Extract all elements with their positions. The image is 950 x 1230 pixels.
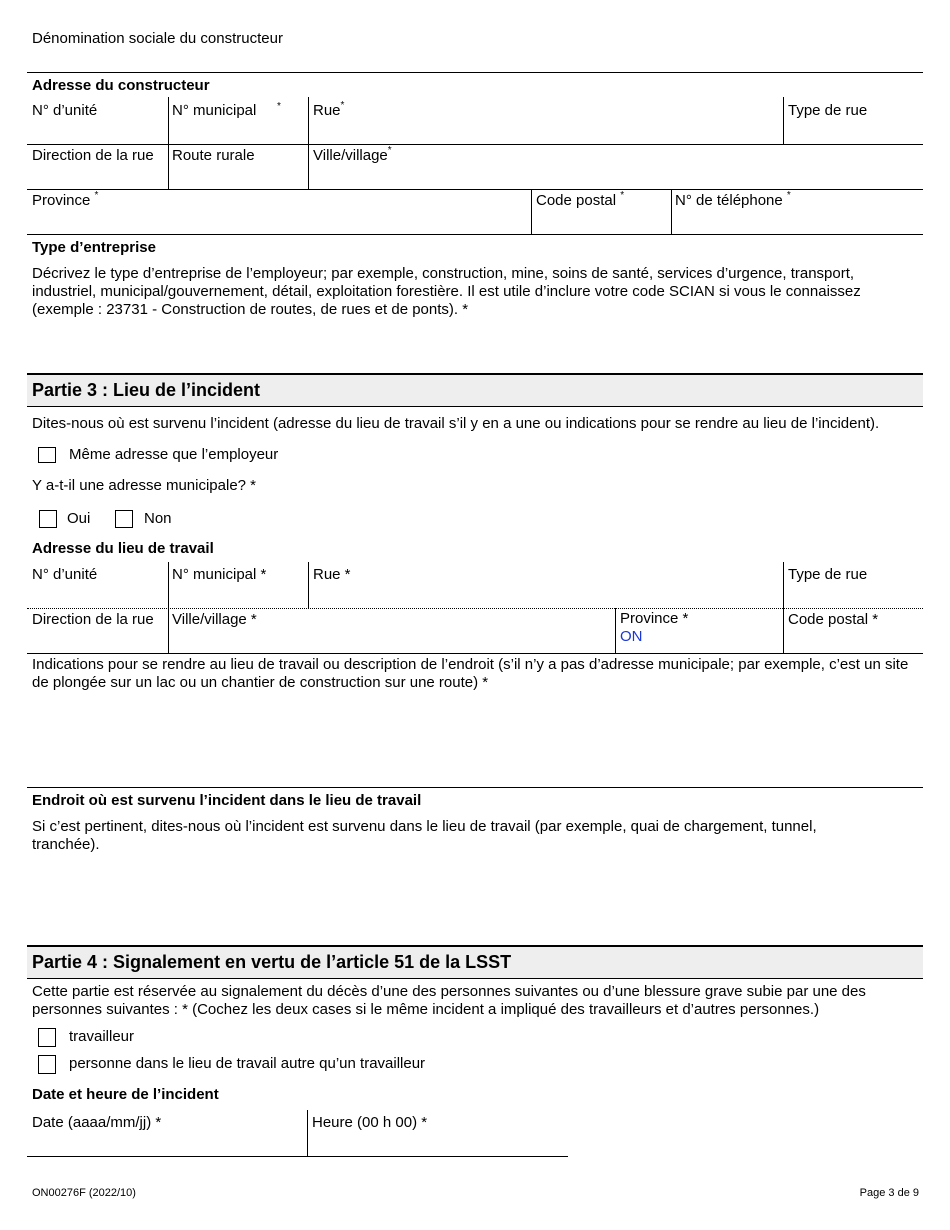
employer-municipal-field[interactable]: [168, 97, 308, 144]
employer-name-label: Dénomination sociale du constructeur: [32, 30, 283, 47]
divider: [671, 189, 672, 234]
incident-location-field[interactable]: Si c’est pertinent, dites-nous où l’incident est survenu dans le lieu de travail (par exemple, quai de chargement, tunnel, tranchée).: [32, 818, 817, 853]
workplace-directions-field[interactable]: Indications pour se rendre au lieu de travail ou description de l’endroit (s’il n’y a pas d’adresse municipale; par exemple, c’est un site de plongée sur un lac ou un chantier de construction sur une route) *: [32, 656, 909, 691]
employer-postal-label: Code postal *: [536, 190, 625, 209]
employer-street-field[interactable]: [308, 97, 783, 144]
part3-title: Partie 3 : Lieu de l’incident: [32, 380, 261, 400]
workplace-province-value: ON: [620, 628, 643, 645]
divider: [615, 608, 616, 653]
divider: [27, 787, 923, 788]
yes-checkbox[interactable]: [39, 510, 57, 528]
employer-municipal-label: N° municipal: [172, 102, 257, 119]
page-number: Page 3 de 9: [859, 1187, 919, 1199]
part3-intro: Dites-nous où est survenu l’incident (adresse du lieu de travail s’il y en a une ou indications pour se rendre au lieu de l’incident).: [32, 415, 880, 432]
divider: [27, 653, 923, 654]
incident-time-field[interactable]: [307, 1110, 568, 1156]
workplace-municipal-label: N° municipal *: [172, 566, 267, 583]
employer-postal-field[interactable]: [531, 189, 671, 234]
divider: [531, 189, 532, 234]
required-mark: *: [277, 101, 281, 112]
workplace-direction-label: Direction de la rue: [32, 611, 154, 628]
divider: [168, 97, 169, 189]
workplace-postal-field[interactable]: [783, 608, 923, 653]
divider: [27, 608, 923, 609]
divider: [27, 234, 923, 235]
workplace-province-field[interactable]: [615, 608, 783, 653]
same-address-checkbox[interactable]: [38, 447, 56, 463]
divider: [27, 189, 923, 190]
employer-street-type-field[interactable]: [783, 97, 923, 144]
incident-date-field[interactable]: [27, 1110, 307, 1156]
incident-location-heading: Endroit où est survenu l’incident dans le lieu de travail: [32, 792, 422, 809]
form-code: ON00276F (2022/10): [32, 1187, 136, 1199]
divider: [27, 1156, 568, 1157]
part4-title: Partie 4 : Signalement en vertu de l’article 51 de la LSST: [32, 952, 512, 972]
worker-label: travailleur: [69, 1028, 135, 1045]
incident-datetime-heading: Date et heure de l’incident: [32, 1086, 219, 1103]
part3-header: [27, 373, 923, 407]
divider: [27, 144, 923, 145]
workplace-province-label: Province *: [620, 610, 689, 627]
employer-province-label: Province *: [32, 190, 99, 209]
workplace-unit-label: N° d’unité: [32, 566, 98, 583]
workplace-street-field[interactable]: [308, 562, 783, 608]
incident-date-label: Date (aaaa/mm/jj) *: [32, 1114, 162, 1131]
employer-address-heading: Adresse du constructeur: [32, 77, 210, 94]
no-label: Non: [144, 510, 172, 527]
employer-city-field[interactable]: [308, 144, 923, 189]
divider: [27, 72, 923, 73]
employer-direction-field[interactable]: [27, 144, 168, 189]
divider: [783, 97, 784, 144]
yes-label: Oui: [67, 510, 91, 527]
municipal-question: Y a-t-il une adresse municipale? *: [32, 477, 257, 494]
workplace-city-field[interactable]: [168, 608, 615, 653]
workplace-postal-label: Code postal *: [788, 611, 879, 628]
employer-rural-route-field[interactable]: [168, 144, 308, 189]
employer-phone-label: N° de téléphone *: [675, 190, 791, 209]
workplace-city-label: Ville/village *: [172, 611, 257, 628]
worker-checkbox[interactable]: [38, 1028, 56, 1047]
workplace-direction-field[interactable]: [27, 608, 168, 653]
employer-direction-label: Direction de la rue: [32, 147, 154, 164]
workplace-municipal-field[interactable]: [168, 562, 308, 608]
workplace-street-type-field[interactable]: [783, 562, 923, 608]
part4-header: [27, 945, 923, 979]
employer-name-field[interactable]: [27, 26, 923, 72]
same-address-label: Même adresse que l’employeur: [69, 446, 279, 463]
no-checkbox[interactable]: [115, 510, 133, 528]
other-person-label: personne dans le lieu de travail autre qu’un travailleur: [69, 1055, 426, 1072]
employer-unit-label: N° d’unité: [32, 102, 98, 119]
part4-intro: Cette partie est réservée au signalement du décès d’une des personnes suivantes ou d’une blessure grave subie par une des personnes suivantes : * (Cochez les deux cases si le même incident a impliqué des travailleurs et d’autres personnes.): [32, 983, 866, 1018]
employer-rural-route-label: Route rurale: [172, 147, 255, 164]
workplace-street-type-label: Type de rue: [788, 566, 868, 583]
other-person-checkbox[interactable]: [38, 1055, 56, 1074]
employer-province-field[interactable]: [27, 189, 531, 234]
employer-street-label: Rue*: [313, 100, 345, 119]
divider: [308, 562, 309, 608]
employer-city-label: Ville/village*: [313, 145, 392, 164]
workplace-unit-field[interactable]: [27, 562, 168, 608]
employer-unit-field[interactable]: [27, 97, 168, 144]
business-type-field[interactable]: Décrivez le type d’entreprise de l’employeur; par exemple, construction, mine, soins de santé, services d’urgence, transport, industriel, municipal/gouvernement, détail, exploitation forestière. Il est utile d’inclure votre code SCIAN si vous le connaissez (exemple : 23731 - Construction de routes, de rues et de ponts). *: [32, 265, 861, 318]
business-type-heading: Type d’entreprise: [32, 239, 156, 256]
employer-street-type-label: Type de rue: [788, 102, 868, 119]
employer-phone-field[interactable]: [671, 189, 923, 234]
incident-time-label: Heure (00 h 00) *: [312, 1114, 428, 1131]
divider: [308, 97, 309, 189]
divider: [307, 1110, 308, 1156]
workplace-street-label: Rue *: [313, 566, 351, 583]
workplace-address-heading: Adresse du lieu de travail: [32, 540, 214, 557]
